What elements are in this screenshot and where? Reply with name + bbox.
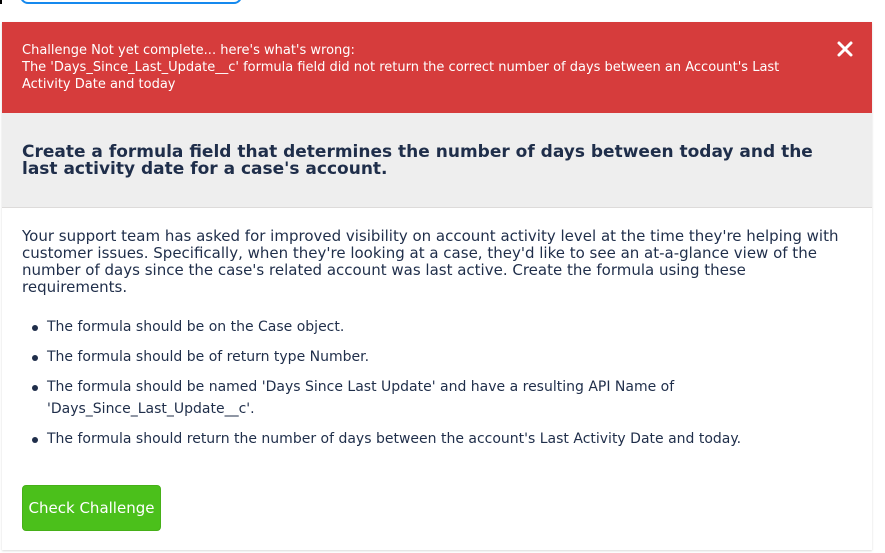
- requirement-text: The formula should be of return type Number.: [47, 349, 370, 365]
- bullet-icon: [32, 355, 38, 361]
- bullet-icon: [32, 385, 38, 391]
- check-challenge-button[interactable]: Check Challenge: [22, 485, 161, 531]
- error-message: The 'Days_Since_Last_Update__c' formula field did not return the correct number of days between an Account's Last Activity Date and today: [22, 60, 780, 92]
- list-item: [22, 428, 852, 450]
- error-banner: [2, 22, 872, 113]
- list-item: [22, 346, 852, 368]
- list-item: [22, 316, 852, 338]
- requirements-list: [22, 316, 852, 450]
- requirement-text: The formula should be on the Case object.: [47, 319, 345, 335]
- challenge-card: [2, 22, 872, 550]
- bullet-icon: [32, 437, 38, 443]
- edge-mark: [0, 0, 2, 4]
- error-heading: Challenge Not yet complete... here's what's wrong:: [22, 43, 355, 58]
- close-button[interactable]: [836, 40, 854, 58]
- challenge-content: [22, 228, 852, 458]
- challenge-title: Create a formula field that determines the number of days between today and the last activity date for a case's account.: [22, 142, 813, 179]
- requirement-text: The formula should be named 'Days Since Last Update' and have a resulting API Name of 'Days_Since_Last_Update__c'.: [47, 379, 675, 417]
- partial-button[interactable]: [20, 0, 242, 4]
- challenge-intro: Your support team has asked for improved visibility on account activity level at the time they're helping with customer issues. Specifically, when they're looking at a case, they'd like to see an at-a-glance view of the number of days since the case's related account was last active. Create the formula using these requirements.: [22, 227, 839, 296]
- challenge-header: [2, 113, 872, 208]
- requirement-text: The formula should return the number of days between the account's Last Activity Date and today.: [47, 431, 742, 447]
- list-item: [22, 376, 852, 420]
- close-icon: [836, 40, 854, 58]
- bullet-icon: [32, 325, 38, 331]
- top-strip: [0, 0, 885, 22]
